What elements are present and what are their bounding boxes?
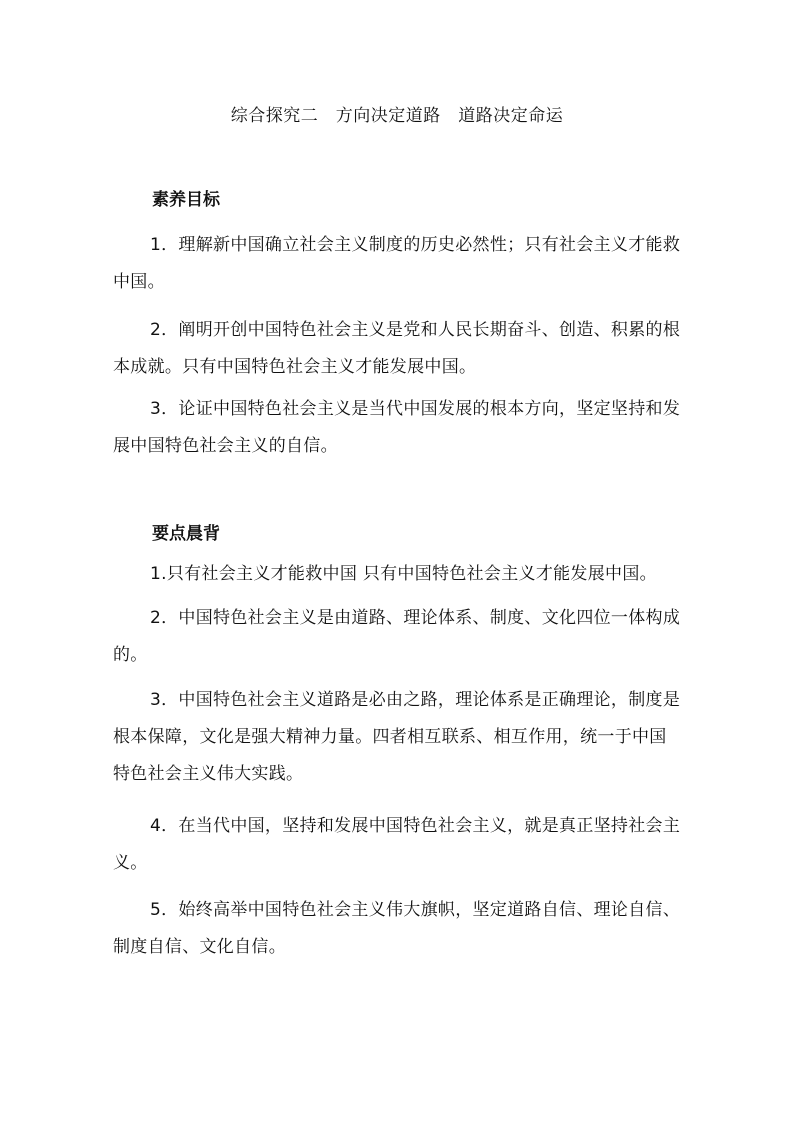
key-point-paragraph-5: 5．始终高举中国特色社会主义伟大旗帜，坚定道路自信、理论自信、制度自信、文化自信。 (113, 900, 681, 957)
document-title: 综合探究二 方向决定道路 道路决定命运 (230, 106, 564, 126)
key-point-paragraph-4: 4．在当代中国，坚持和发展中国特色社会主义，就是真正坚持社会主义。 (113, 816, 681, 873)
section-heading-goals: 素养目标 (152, 190, 220, 210)
key-point-paragraph-3: 3．中国特色社会主义道路是必由之路，理论体系是正确理论，制度是根本保障，文化是强大精神力量。四者相互联系、相互作用，统一于中国特色社会主义伟大实践。 (113, 690, 681, 784)
goal-paragraph-3: 3．论证中国特色社会主义是当代中国发展的根本方向，坚定坚持和发展中国特色社会主义的自信。 (113, 399, 681, 456)
goal-paragraph-1: 1．理解新中国确立社会主义制度的历史必然性；只有社会主义才能救中国。 (113, 235, 681, 292)
key-point-paragraph-1: 1.只有社会主义才能救中国 只有中国特色社会主义才能发展中国。 (150, 564, 657, 584)
key-point-paragraph-2: 2．中国特色社会主义是由道路、理论体系、制度、文化四位一体构成的。 (113, 608, 681, 665)
section-heading-key-points: 要点晨背 (152, 524, 220, 544)
goal-paragraph-2: 2．阐明开创中国特色社会主义是党和人民长期奋斗、创造、积累的根本成就。只有中国特色社会主义才能发展中国。 (113, 320, 681, 377)
